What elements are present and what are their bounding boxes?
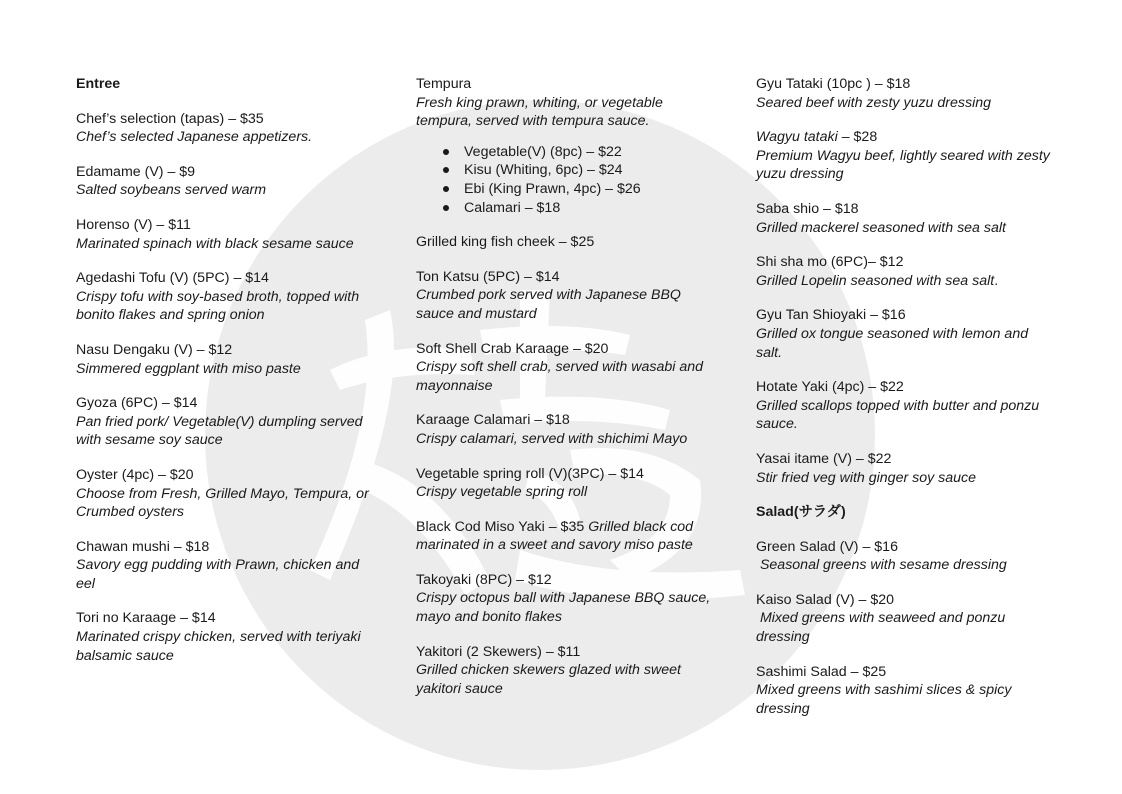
menu-item: [76, 394, 376, 450]
list-item: Vegetable(V) (8pc) – $22: [416, 143, 716, 162]
item-description: Marinated crispy chicken, served with teriyaki balsamic sauce: [76, 629, 361, 664]
menu-item: [416, 340, 716, 396]
item-title: Vegetable spring roll (V)(3PC) – $14: [416, 465, 644, 482]
item-title: Grilled king fish cheek – $25: [416, 234, 595, 251]
item-description: Grilled mackerel seasoned with sea salt: [756, 219, 1006, 236]
item-description: Pan fried pork/ Vegetable(V) dumpling served with sesame soy sauce: [76, 413, 363, 449]
item-title: Tori no Karaage – $14: [76, 610, 216, 627]
item-title: [756, 128, 1056, 147]
item-price: – $28: [837, 129, 878, 146]
menu-item: [76, 341, 376, 378]
item-title: Tempura: [416, 76, 472, 92]
menu-item: [756, 200, 1056, 237]
item-description: Seared beef with zesty yuzu dressing: [756, 94, 992, 111]
item-title: Takoyaki (8PC) – $12: [416, 571, 552, 588]
item-title: Sashimi Salad – $25: [756, 663, 887, 680]
section-heading-entree: Entree: [76, 76, 121, 92]
item-description: Choose from Fresh, Grilled Mayo, Tempura, or Crumbed oysters: [76, 485, 369, 521]
item-title: Chawan mushi – $18: [76, 538, 210, 555]
menu-item: [756, 128, 1056, 184]
menu-item: [756, 591, 1056, 647]
item-title: Chef’s selection (tapas) – $35: [76, 110, 264, 127]
item-description: Crispy calamari, served with shichimi Mayo: [416, 430, 688, 447]
item-description: Grilled black cod marinated in a sweet and savory miso paste: [416, 518, 694, 554]
item-description: Grilled Lopelin seasoned with sea salt: [756, 272, 995, 289]
item-description: Simmered eggplant with miso paste: [76, 360, 301, 377]
list-item: Calamari – $18: [416, 199, 716, 218]
menu-item: [756, 450, 1056, 487]
list-item: Kisu (Whiting, 6pc) – $24: [416, 161, 716, 180]
item-description: Crumbed pork served with Japanese BBQ sauce and mustard: [416, 287, 681, 322]
item-description: Grilled chicken skewers glazed with sweet yakitori sauce: [416, 662, 681, 697]
item-description: Marinated spinach with black sesame sauce: [76, 235, 354, 252]
menu-item: [416, 268, 716, 324]
item-description: Fresh king prawn, whiting, or vegetable tempura, served with tempura sauce.: [416, 94, 663, 130]
menu-item: [416, 233, 716, 252]
item-title: Black Cod Miso Yaki – $35: [416, 518, 585, 535]
menu-item: [756, 538, 1056, 575]
item-title: Ton Katsu (5PC) – $14: [416, 268, 560, 285]
item-description: Crispy octopus ball with Japanese BBQ sauce, mayo and bonito flakes: [416, 590, 711, 626]
item-title: Soft Shell Crab Karaage – $20: [416, 340, 609, 357]
menu-column-2: [416, 75, 716, 714]
item-title: Karaage Calamari – $18: [416, 412, 570, 429]
item-title: Hotate Yaki (4pc) – $22: [756, 379, 904, 396]
menu-item: [76, 163, 376, 200]
menu-item: [416, 465, 716, 502]
trailing-period: .: [994, 272, 999, 289]
menu-item: [76, 110, 376, 147]
item-description: Stir fried veg with ginger soy sauce: [756, 469, 977, 486]
item-title: Saba shio – $18: [756, 200, 859, 217]
section-heading-salad: Salad(サラダ): [756, 504, 846, 521]
menu-item: [76, 609, 376, 665]
menu-item: [76, 216, 376, 253]
item-title: Edamame (V) – $9: [76, 163, 196, 180]
menu-item: [416, 518, 716, 555]
menu-item: [416, 571, 716, 627]
list-item: Ebi (King Prawn, 4pc) – $26: [416, 180, 716, 199]
item-description: Chef’s selected Japanese appetizers.: [76, 129, 313, 146]
item-title: Agedashi Tofu (V) (5PC) – $14: [76, 270, 269, 287]
menu-item: [756, 306, 1056, 362]
menu-item: [756, 378, 1056, 434]
item-title: Nasu Dengaku (V) – $12: [76, 341, 233, 358]
item-title: Gyu Tataki (10pc ) – $18: [756, 76, 911, 92]
item-description: Salted soybeans served warm: [76, 182, 267, 199]
item-description: Savory egg pudding with Prawn, chicken and eel: [76, 557, 360, 592]
item-title: Kaiso Salad (V) – $20: [756, 591, 895, 608]
item-description: Mixed greens with seaweed and ponzu dressing: [756, 610, 1010, 646]
menu-item: [756, 253, 1056, 290]
item-title: Gyoza (6PC) – $14: [76, 395, 198, 412]
item-title: Yasai itame (V) – $22: [756, 450, 892, 467]
menu-item: [756, 75, 1056, 112]
item-description: Crispy vegetable spring roll: [416, 484, 588, 501]
menu-item: [416, 411, 716, 448]
item-description: Crispy soft shell crab, served with wasabi and mayonnaise: [416, 359, 704, 394]
item-title: Yakitori (2 Skewers) – $11: [416, 643, 581, 660]
item-title: Gyu Tan Shioyaki – $16: [756, 307, 906, 324]
menu-item: [76, 269, 376, 325]
menu-item: [416, 643, 716, 699]
item-title-italic: Wagyu tataki: [756, 129, 838, 146]
item-title: Shi sha mo (6PC)– $12: [756, 254, 904, 271]
item-title: Green Salad (V) – $16: [756, 538, 898, 555]
item-description: Mixed greens with sashimi slices & spicy dressing: [756, 682, 1012, 717]
menu-item: [76, 538, 376, 594]
item-description: Crispy tofu with soy-based broth, topped with bonito flakes and spring onion: [76, 288, 360, 324]
item-description: Grilled ox tongue seasoned with lemon and salt.: [756, 325, 1029, 361]
item-title: Horenso (V) – $11: [76, 216, 191, 233]
menu-item-tempura: [416, 75, 716, 131]
item-title: Oyster (4pc) – $20: [76, 466, 194, 483]
menu-column-3: [756, 75, 1056, 734]
tempura-options-list: [416, 143, 716, 217]
menu-item: [756, 663, 1056, 719]
menu-column-1: [76, 75, 376, 681]
item-description: Seasonal greens with sesame dressing: [756, 557, 1007, 574]
menu-item: [76, 466, 376, 522]
item-description: Grilled scallops topped with butter and ponzu sauce.: [756, 397, 1040, 433]
item-description: Premium Wagyu beef, lightly seared with zesty yuzu dressing: [756, 147, 1050, 183]
